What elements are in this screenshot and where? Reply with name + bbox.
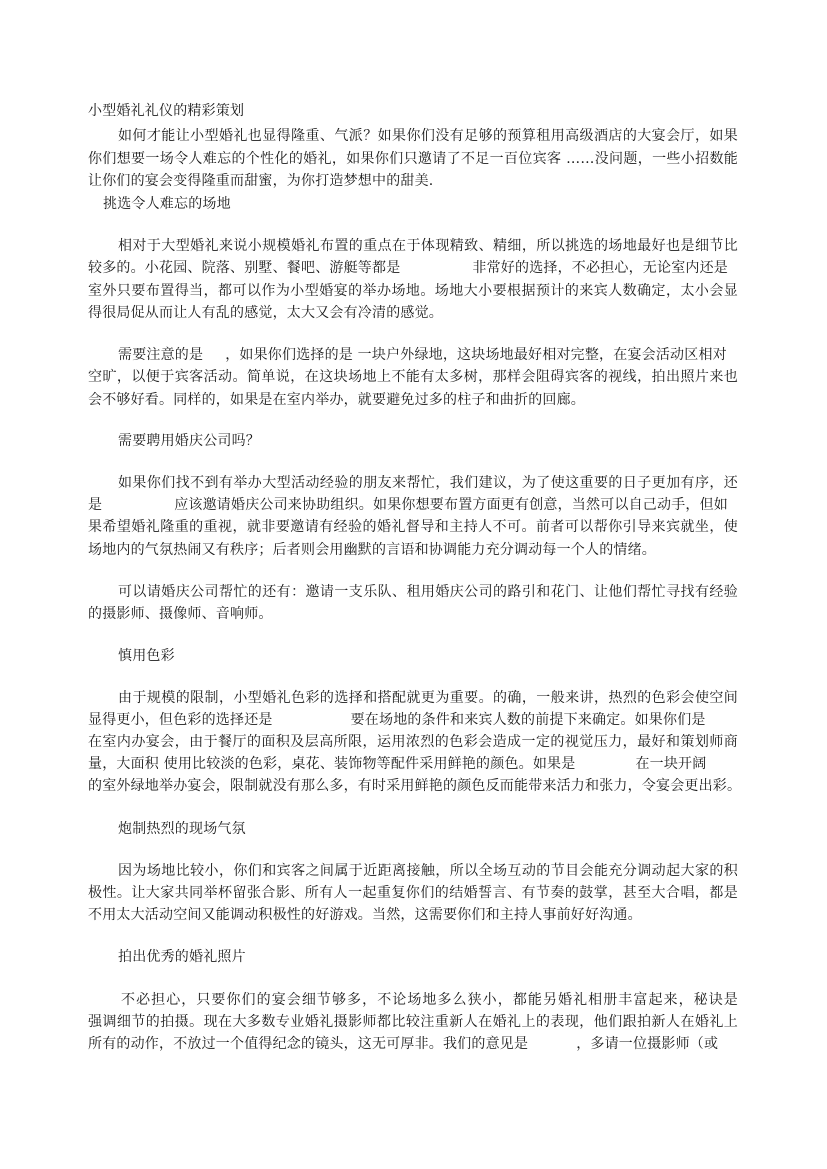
company-line-2-part-a: 是 (88, 497, 103, 513)
section-heading-atmosphere: 炮制热烈的现场气氛 (118, 821, 246, 837)
intro-line-3: 让你们的宴会变得隆重而甜蜜，为你打造梦想中的甜美. (88, 173, 434, 189)
venue-line-2-part-a: 较多的。小花园、院落、别墅、餐吧、游艇等都是 (88, 260, 401, 276)
colors-line-3: 在室内办宴会，由于餐厅的面积及层高所限，运用浓烈的色彩会造成一定的视觉压力，最好和策划师商 (88, 734, 738, 750)
photos-line-3-part-b: ，多请一位摄影师（或 (576, 1036, 719, 1052)
photos-line-3-part-a: 所有的动作，不放过一个值得纪念的镜头，这无可厚非。我们的意见是 (88, 1036, 529, 1052)
company-line-2-part-b: 应该邀请婚庆公司来协助组织。如果你想要布置方面更有创意，当然可以自己动手，但如 (174, 497, 729, 513)
section-heading-wedding-company: 需要聘用婚庆公司吗？ (118, 433, 260, 449)
venue-line-2-part-b: 非常好的选择，不必担心，无论室内还是 (472, 260, 729, 276)
venue-line-3: 室外只要布置得当，都可以作为小型婚宴的举办场地。场地大小要根据预计的来宾人数确定，太小会显 (88, 283, 738, 299)
caution-line-1-part-b: ，如果你们选择的是 一块户外绿地，这块场地最好相对完整，在宴会活动区相对 (225, 347, 727, 363)
company-line-2 (88, 496, 728, 514)
colors-line-2-part-b: 要在场地的条件和来宾人数的前提下来确定。如果你们是 (350, 712, 706, 728)
venue-line-4: 得很局促从而让人有乱的感觉，太大又会有冷清的感觉。 (88, 305, 443, 321)
atmosphere-line-3: 不用太大活动空间又能调动积极性的好游戏。当然，这需要你们和主持人事前好好沟通。 (88, 907, 642, 923)
venue-line-2 (88, 259, 728, 277)
section-heading-venue: 挑选令人难忘的场地 (103, 196, 231, 212)
company-help-line-1: 可以请婚庆公司帮忙的还有：邀请一支乐队、租用婚庆公司的路引和花门、让他们帮忙寻找有经验 (118, 584, 738, 600)
colors-line-4-part-b: 在一块开阔 (635, 756, 707, 772)
company-help-line-2: 的摄影师、摄像师、音响师。 (88, 606, 273, 622)
colors-line-4 (88, 755, 706, 773)
document-title: 小型婚礼礼仪的精彩策划 (88, 103, 245, 119)
venue-line-1: 相对于大型婚礼来说小规模婚礼布置的重点在于体现精致、精细，所以挑选的场地最好也是细节比 (118, 238, 738, 254)
section-heading-colors: 慎用色彩 (118, 648, 175, 664)
colors-line-5: 的室外绿地举办宴会，限制就没有那么多，有时采用鲜艳的颜色反而能带来活力和张力，令宴会更出彩。 (88, 778, 742, 794)
company-line-1: 如果你们找不到有举办大型活动经验的朋友来帮忙，我们建议，为了使这重要的日子更加有序，还 (118, 475, 738, 491)
colors-line-2-part-a: 显得更小，但色彩的选择还是 (88, 712, 273, 728)
caution-line-2: 空旷，以便于宾客活动。简单说，在这块场地上不能有太多树，那样会阻碍宾客的视线，拍出照片来也 (88, 369, 738, 385)
photos-line-1: 不必担心，只要你们的宴会细节够多，不论场地多么狭小，都能另婚礼相册丰富起来，秘诀是 (121, 992, 738, 1008)
caution-line-3: 会不够好看。同样的，如果是在室内举办，就要避免过多的柱子和曲折的回廊。 (88, 392, 585, 408)
atmosphere-line-1: 因为场地比较小，你们和宾客之间属于近距离接触，所以全场互动的节目会能充分调动起大家的积 (118, 863, 738, 879)
photos-line-3 (88, 1035, 718, 1053)
company-line-4: 场地内的气氛热闹又有秩序；后者则会用幽默的言语和协调能力充分调动每一个人的情绪。 (88, 542, 656, 558)
atmosphere-line-2: 极性。让大家共同举杯留张合影、所有人一起重复你们的结婚誓言、有节奏的鼓掌，甚至大合唱，都是 (88, 885, 738, 901)
photos-line-2: 强调细节的拍摄。现在大多数专业婚礼摄影师都比较注重新人在婚礼上的表现，他们跟拍新人在婚礼上 (88, 1014, 738, 1030)
colors-line-2 (88, 711, 706, 729)
intro-line-2: 你们想要一场令人难忘的个性化的婚礼，如果你们只邀请了不足一百位宾客 ……没问题，一些小招数能 (88, 151, 738, 167)
section-heading-photos: 拍出优秀的婚礼照片 (118, 949, 246, 965)
colors-line-4-part-a: 量，大面积 使用比较淡的色彩，桌花、装饰物等配件采用鲜艳的颜色。如果是 (88, 756, 576, 772)
caution-line-1 (118, 346, 727, 364)
caution-line-1-part-a: 需要注意的是 (118, 347, 204, 363)
colors-line-1: 由于规模的限制，小型婚礼色彩的选择和搭配就更为重要。的确，一般来讲，热烈的色彩会使空间 (118, 690, 738, 706)
company-line-3: 果希望婚礼隆重的重视，就非要邀请有经验的婚礼督导和主持人不可。前者可以帮你引导来宾就坐，使 (88, 519, 738, 535)
intro-line-1: 如何才能让小型婚礼也显得隆重、气派？如果你们没有足够的预算租用高级酒店的大宴会厅，如果 (118, 128, 738, 144)
